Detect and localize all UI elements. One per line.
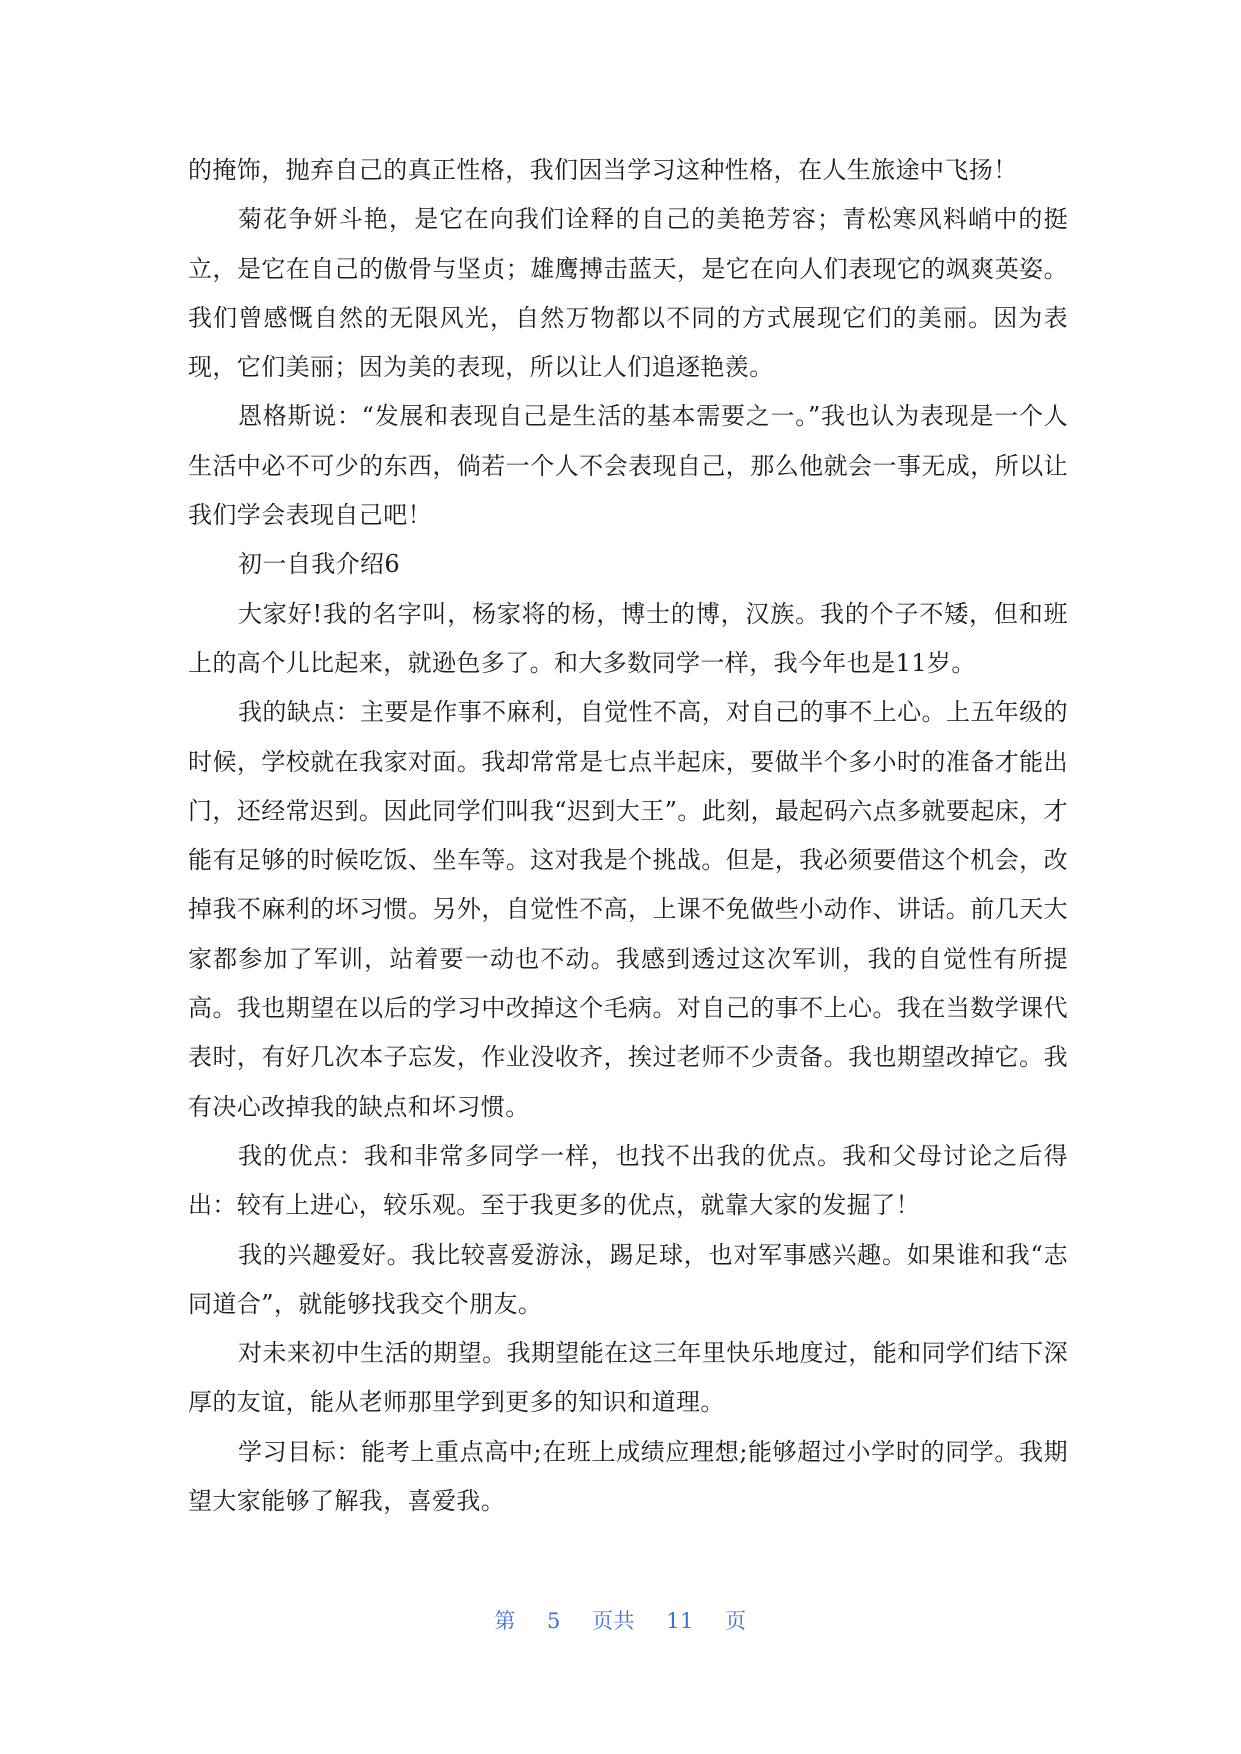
paragraph: 恩格斯说：“发展和表现自己是生活的基本需要之一。”我也认为表现是一个人生活中必不可少的东西，倘若一个人不会表现自己，那么他就会一事无成，所以让我们学会表现自己吧！	[188, 402, 1068, 530]
paragraph: 菊花争妍斗艳，是它在向我们诠释的自己的美艳芳容；青松寒风料峭中的挺立，是它在自己的傲骨与坚贞；雄鹰搏击蓝天，是它在向人们表现它的飒爽英姿。我们曾感慨自然的无限风光，自然万物都以不同的方式展现它们的美丽。因为表现，它们美丽；因为美的表现，所以让人们追逐艳羡。	[188, 205, 1068, 382]
paragraph: 对未来初中生活的期望。我期望能在这三年里快乐地度过，能和同学们结下深厚的友谊，能从老师那里学到更多的知识和道理。	[188, 1339, 1068, 1417]
page-number-footer	[0, 1605, 1241, 1635]
footer-current-page: 5	[547, 1609, 561, 1633]
paragraph: 大家好!我的名字叫，杨家将的杨，博士的博，汉族。我的个子不矮，但和班上的高个儿比起来，就逊色多了。和大多数同学一样，我今年也是11岁。	[188, 599, 1068, 677]
footer-label-of: 页共	[592, 1609, 636, 1633]
paragraph: 我的兴趣爱好。我比较喜爱游泳，踢足球，也对军事感兴趣。如果谁和我“志同道合”，就能够找我交个朋友。	[188, 1240, 1068, 1318]
footer-total-pages: 11	[666, 1609, 694, 1633]
footer-label-page: 第	[494, 1609, 516, 1633]
footer-label-end: 页	[725, 1609, 747, 1633]
paragraph: 学习目标：能考上重点高中;在班上成绩应理想;能够超过小学时的同学。我期望大家能够了解我，喜爱我。	[188, 1437, 1068, 1516]
paragraph: 我的缺点：主要是作事不麻利，自觉性不高，对自己的事不上心。上五年级的时候，学校就在我家对面。我却常常是七点半起床，要做半个多小时的准备才能出门，还经常迟到。因此同学们叫我“迟到大王”。此刻，最起码六点多就要起床，才能有足够的时候吃饭、坐车等。这对我是个挑战。但是，我必须要借这个机会，改掉我不麻利的坏习惯。另外，自觉性不高，上课不免做些小动作、讲话。前几天大家都参加了军训，站着要一动也不动。我感到透过这次军训，我的自觉性有所提高。我也期望在以后的学习中改掉这个毛病。对自己的事不上心。我在当数学课代表时，有好几次本子忘发，作业没收齐，挨过老师不少责备。我也期望改掉它。我有决心改掉我的缺点和坏习惯。	[188, 698, 1068, 1121]
paragraph: 的掩饰，抛弃自己的真正性格，我们因当学习这种性格，在人生旅途中飞扬！	[188, 156, 1018, 184]
document-body	[188, 146, 1068, 1526]
section-heading: 初一自我介绍6	[238, 550, 401, 579]
paragraph: 我的优点：我和非常多同学一样，也找不出我的优点。我和父母讨论之后得出：较有上进心，较乐观。至于我更多的优点，就靠大家的发掘了！	[188, 1141, 1068, 1220]
